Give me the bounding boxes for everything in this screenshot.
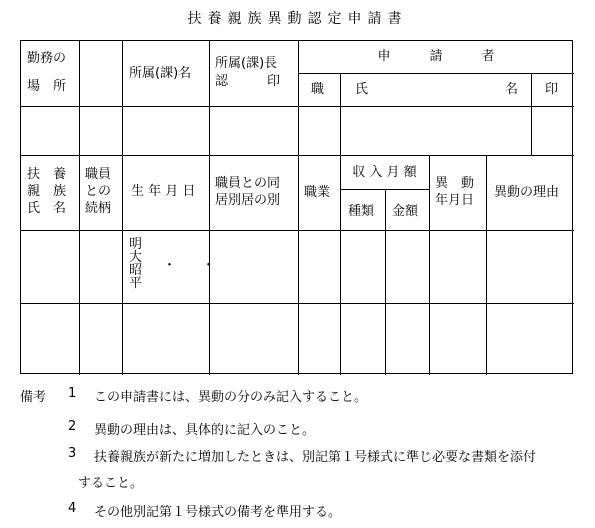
col-line-g xyxy=(79,155,80,375)
col-line-b xyxy=(122,41,123,155)
note-3-continuation: すること。 xyxy=(78,476,144,491)
era-heisei: 平 xyxy=(129,276,143,291)
col-line-j xyxy=(298,155,299,375)
dependent-label-2: 親 族 xyxy=(27,184,67,199)
birthdate-label: 生 年 月 日 xyxy=(131,184,196,199)
change-date-label-1: 異 動 xyxy=(435,176,475,191)
era-taisho: 大 xyxy=(129,250,143,265)
income-label: 収 入 月 額 xyxy=(352,165,417,180)
department-label: 所属(課)名 xyxy=(129,66,192,81)
col-line-a xyxy=(79,41,80,155)
era-list xyxy=(129,238,142,290)
dependent-label-1: 扶 養 xyxy=(27,167,67,182)
form-title: 扶養親族異動認定申請書 xyxy=(187,11,408,27)
era-meiji: 明 xyxy=(129,237,143,252)
relation-label-1: 職員 xyxy=(85,167,112,182)
change-reason-label: 異動の理由 xyxy=(494,185,560,200)
col-line-n xyxy=(486,155,487,375)
occupation-label: 職業 xyxy=(304,185,331,200)
seal-label: 印 xyxy=(545,82,559,97)
col-line-f xyxy=(531,73,532,155)
era-showa: 昭 xyxy=(129,263,143,278)
chief-seal-label-1: 所属(課)長 xyxy=(215,56,278,71)
note-1-text: この申請書には、異動の分のみ記入すること。 xyxy=(94,390,368,405)
dependent-label-3: 氏 名 xyxy=(27,201,67,216)
post-label: 職 xyxy=(311,82,325,97)
workplace-label-2: 場 所 xyxy=(27,79,67,94)
col-line-l xyxy=(385,189,386,375)
name-label: 氏 xyxy=(355,82,369,97)
note-4-number: 4 xyxy=(68,501,77,516)
note-2-number: 2 xyxy=(68,419,77,434)
cohabit-label-2: 居別居の別 xyxy=(215,193,281,208)
application-form-table xyxy=(20,40,573,374)
chief-seal-label-2: 認 印 xyxy=(215,74,281,89)
income-amount-label: 金額 xyxy=(392,204,419,219)
cohabit-label-1: 職員との同 xyxy=(215,176,281,191)
note-1-number: 1 xyxy=(68,386,77,401)
col-line-h xyxy=(122,155,123,375)
change-date-label-2: 年月日 xyxy=(435,193,475,208)
note-3-number: 3 xyxy=(68,446,77,461)
col-line-c xyxy=(209,41,210,155)
notes-label: 備考 xyxy=(20,390,47,405)
col-line-k xyxy=(340,155,341,375)
note-3-text: 扶養親族が新たに増加したときは、別記第１号様式に準じ必要な書類を添付 xyxy=(94,450,537,465)
note-4-text: その他別記第１号様式の備考を準用する。 xyxy=(94,505,342,520)
workplace-label-1: 勤務の xyxy=(27,51,67,66)
note-2-text: 異動の理由は、具体的に記入のこと。 xyxy=(94,423,316,438)
income-type-label: 種類 xyxy=(348,204,375,219)
date-dots: ・ ・ xyxy=(163,258,216,273)
col-line-m xyxy=(429,155,430,375)
col-line-e xyxy=(340,73,341,155)
name-label-end: 名 xyxy=(505,82,519,97)
relation-label-3: 続柄 xyxy=(85,201,112,216)
relation-label-2: との xyxy=(85,184,112,199)
applicant-label: 申 請 者 xyxy=(377,49,495,64)
